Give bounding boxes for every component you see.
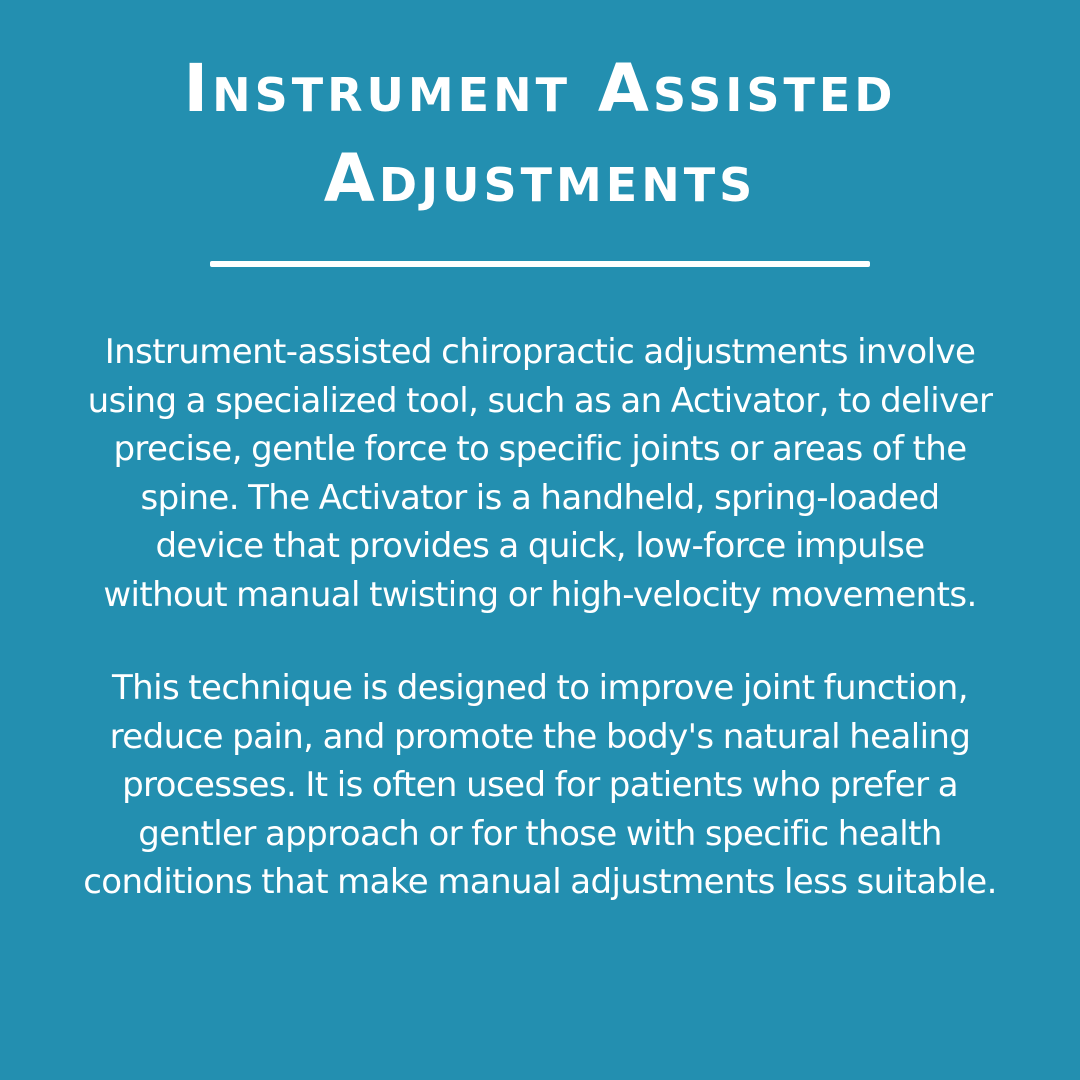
title-line-2: Adjustments bbox=[323, 140, 757, 217]
paragraph-1-line: using a specialized tool, such as an Activator, to deliver bbox=[87, 380, 993, 421]
paragraph-2-line: This technique is designed to improve joint function, bbox=[112, 668, 968, 708]
paragraph-2-line: reduce pain, and promote the body's natural healing bbox=[109, 716, 971, 757]
page-title bbox=[0, 44, 1080, 224]
paragraph-2-line: conditions that make manual adjustments less suitable. bbox=[83, 862, 997, 902]
paragraph-1-line: without manual twisting or high-velocity movements. bbox=[103, 574, 977, 615]
paragraph-1-line: device that provides a quick, low-force impulse bbox=[155, 526, 925, 566]
paragraph-2-line: gentler approach or for those with specific health bbox=[138, 813, 942, 854]
description-paragraph-2 bbox=[40, 664, 1040, 907]
paragraph-2-line: processes. It is often used for patients who prefer a bbox=[122, 765, 958, 805]
title-line-1: Instrument Assisted bbox=[183, 50, 897, 127]
paragraph-1-line: Instrument-assisted chiropractic adjustments involve bbox=[104, 332, 976, 372]
paragraph-1-line: spine. The Activator is a handheld, spring-loaded bbox=[140, 477, 940, 518]
paragraph-1-line: precise, gentle force to specific joints or areas of the bbox=[113, 429, 967, 469]
title-divider bbox=[210, 261, 870, 267]
description-paragraph-1 bbox=[40, 328, 1040, 619]
